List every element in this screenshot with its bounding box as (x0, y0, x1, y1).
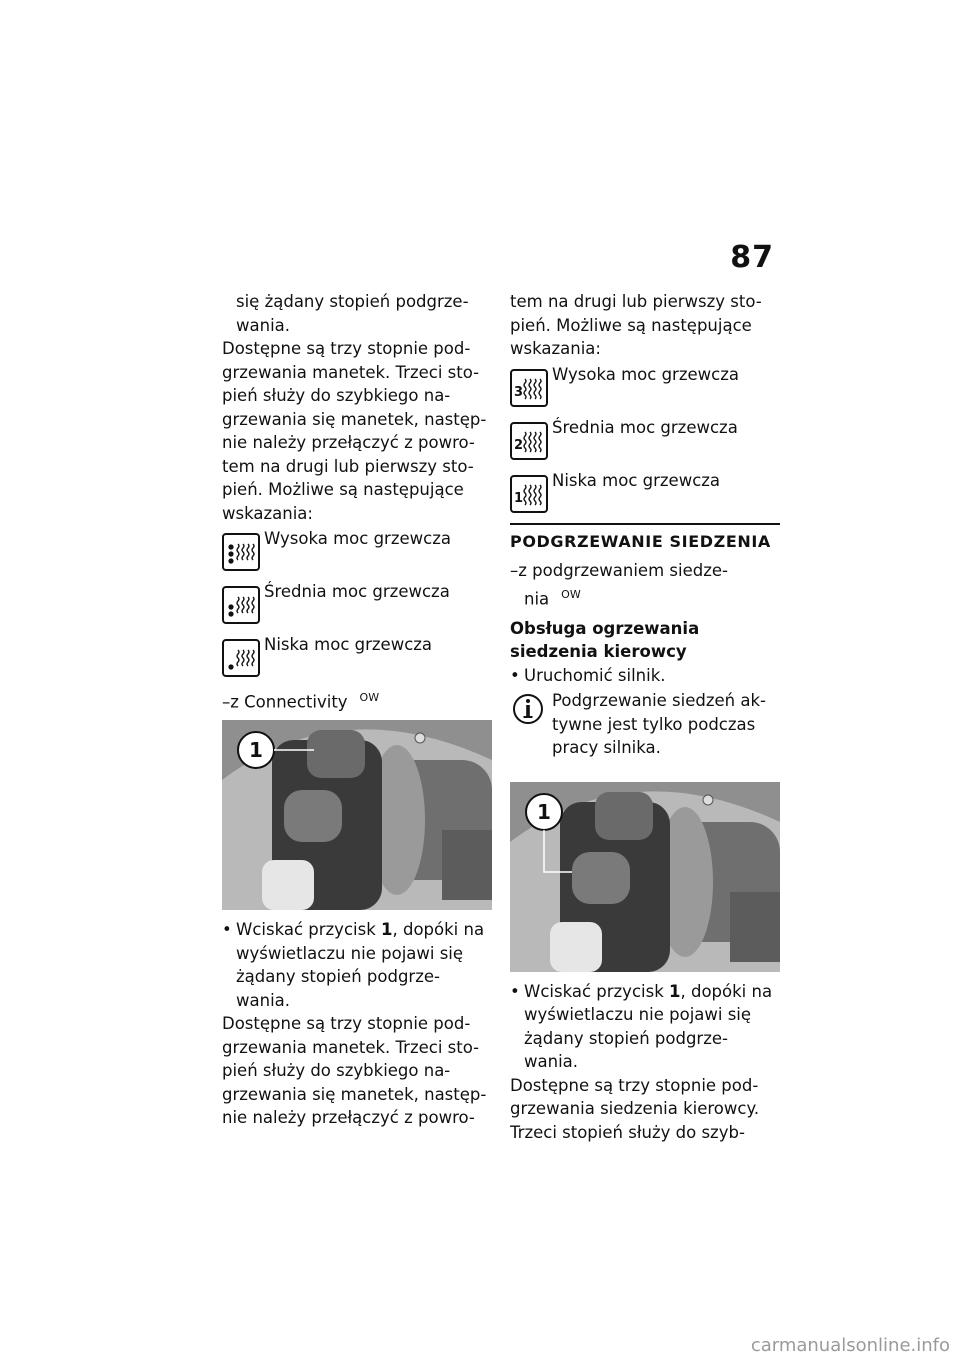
photo-callout-number: 1 (249, 738, 263, 762)
handlebar-switch-photo (510, 782, 780, 972)
heating-level-row (222, 580, 492, 624)
grip-heating-level-1-icon (222, 639, 260, 677)
bullet-text: Wciskać przycisk (524, 981, 669, 1001)
info-note (510, 689, 780, 760)
handlebar-switch-photo (222, 720, 492, 910)
heating-level-label: Niska moc grzewcza (264, 635, 433, 654)
seat-heating-level-3-icon (510, 369, 548, 407)
equipment-note (222, 686, 492, 714)
button-reference: 1 (669, 981, 681, 1001)
seat-heating-level-1-icon (510, 475, 548, 513)
bullet-instruction: • Uruchomić silnik. (510, 664, 780, 688)
heating-level-row (510, 469, 780, 513)
bullet-instruction (510, 980, 780, 1074)
paragraph: Dostępne są trzy stopnie pod-grzewania siedzenia kierowcy. Trzeci stopień służy do szyb- (510, 1075, 760, 1142)
paragraph: się żądany stopień podgrze-wania. (236, 292, 469, 335)
heating-level-label: Średnia moc grzewcza (264, 582, 450, 601)
button-reference: 1 (381, 920, 393, 939)
ow-note: OW (561, 587, 581, 601)
bullet-instruction (222, 918, 492, 1012)
right-column (510, 290, 780, 1144)
grip-heating-level-2-icon (222, 586, 260, 624)
heating-level-label: Wysoka moc grzewcza (264, 529, 451, 548)
left-column (222, 290, 492, 1130)
info-text: Podgrzewanie siedzeń ak-tywne jest tylko podczas pracy silnika. (552, 691, 766, 757)
svg-text:2: 2 (514, 437, 524, 453)
grip-heating-level-3-icon (222, 533, 260, 571)
paragraph: Dostępne są trzy stopnie pod-grzewania manetek. Trzeci sto-pień służy do szybkiego na-grzewania się manetek, następ-nie należy przełączyć z powro- (222, 1014, 487, 1127)
subheading: Obsługa ogrzewania siedzenia kierowcy (510, 618, 700, 661)
equipment-note (510, 559, 780, 611)
info-icon (510, 689, 548, 729)
heating-level-row (222, 633, 492, 677)
watermark: carmanualsonline.info (750, 1335, 950, 1356)
bullet-text: , dopóki na wyświetlaczu nie pojawi się żądany stopień podgrze-wania. (524, 981, 773, 1071)
equipment-note-text: –z Connectivity (222, 692, 348, 712)
heating-level-label: Średnia moc grzewcza (552, 417, 738, 437)
heating-level-row (222, 527, 492, 571)
paragraph: tem na drugi lub pierwszy sto-pień. Możliwe są następujące wskazania: (510, 292, 762, 358)
equipment-note-text: –z podgrzewaniem siedze-nia (510, 561, 728, 608)
heating-level-row (510, 363, 780, 407)
paragraph: Dostępne są trzy stopnie pod-grzewania manetek. Trzeci sto-pień służy do szybkiego na-grzewania się manetek, następ-nie należy przełączyć z powro-tem na drugi lub pierwszy sto-pień. Możliwe są następujące wskazania: (222, 339, 487, 523)
photo-callout-number: 1 (537, 799, 551, 824)
heating-level-label: Wysoka moc grzewcza (552, 364, 739, 384)
svg-text:3: 3 (514, 384, 524, 400)
svg-text:1: 1 (514, 490, 524, 506)
heating-level-label: Niska moc grzewcza (552, 470, 721, 490)
page-number: 87 (730, 240, 774, 275)
section-heading: PODGRZEWANIE SIEDZENIA (510, 523, 780, 554)
bullet-text: Wciskać przycisk (236, 920, 381, 939)
seat-heating-level-2-icon (510, 422, 548, 460)
heating-level-row (510, 416, 780, 460)
ow-note: OW (359, 691, 380, 704)
bullet-text: , dopóki na wyświetlaczu nie pojawi się żądany stopień podgrze-wania. (236, 920, 485, 1010)
